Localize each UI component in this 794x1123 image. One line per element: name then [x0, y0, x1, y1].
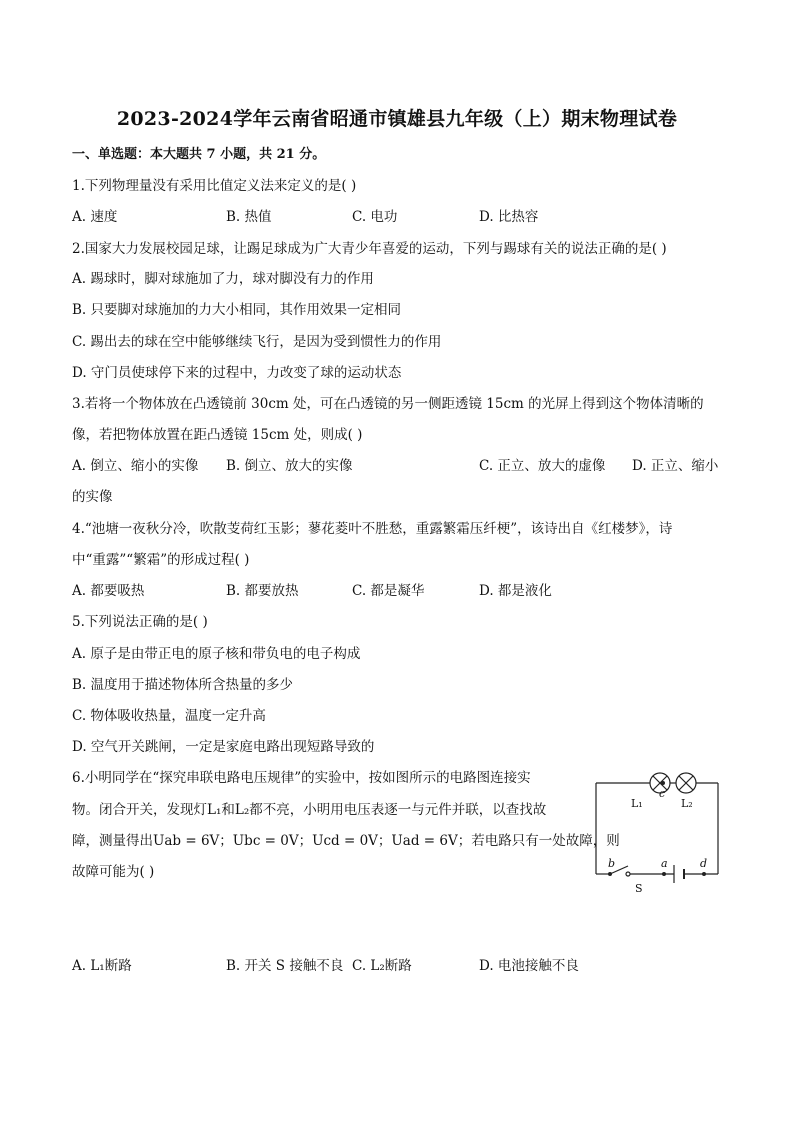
- q2-option-b: B. 只要脚对球施加的力大小相同，其作用效果一定相同: [72, 302, 402, 318]
- q4-option-b: B. 都要放热: [226, 583, 299, 599]
- q6-option-c: C. L₂断路: [352, 958, 412, 974]
- label-s: S: [635, 882, 643, 895]
- label-l2: L₂: [681, 797, 693, 810]
- node-a-dot: [662, 872, 666, 876]
- q2-option-a: A. 踢球时，脚对球施加了力，球对脚没有力的作用: [72, 271, 374, 287]
- q4-stem-line2: 中“重露”“繁霜”的形成过程( ): [72, 552, 250, 568]
- q1-option-c: C. 电功: [352, 209, 398, 225]
- circuit-diagram: [588, 766, 728, 896]
- q1-stem: 1.下列物理量没有采用比值定义法来定义的是( ): [72, 178, 357, 194]
- q2-stem: 2.国家大力发展校园足球，让踢足球成为广大青少年喜爱的运动，下列与踢球有关的说法正确的是( ): [72, 241, 667, 257]
- q1-option-d: D. 比热容: [479, 209, 539, 225]
- q1-option-b: B. 热值: [226, 209, 272, 225]
- q6-option-b: B. 开关 S 接触不良: [226, 958, 344, 974]
- q3-option-a: A. 倒立、缩小的实像: [72, 458, 199, 474]
- q6-option-a: A. L₁断路: [72, 958, 132, 974]
- q5-stem: 5.下列说法正确的是( ): [72, 614, 208, 630]
- page-title: 2023-2024学年云南省昭通市镇雄县九年级（上）期末物理试卷: [116, 108, 678, 130]
- q5-option-a: A. 原子是由带正电的原子核和带负电的电子构成: [72, 646, 361, 662]
- q2-option-c: C. 踢出去的球在空中能够继续飞行，是因为受到惯性力的作用: [72, 334, 442, 350]
- q3-option-d: D. 正立、缩小: [632, 458, 719, 474]
- label-c: c: [659, 787, 666, 800]
- q3-option-d-continued: 的实像: [72, 489, 113, 505]
- label-d: d: [700, 857, 708, 870]
- q3-stem-line1: 3.若将一个物体放在凸透镜前 30cm 处，可在凸透镜的另一侧距透镜 15cm 的光屏上得到这个物体清晰的: [72, 396, 704, 412]
- label-l1: L₁: [631, 797, 643, 810]
- node-d-dot: [702, 872, 706, 876]
- switch-pivot-icon: [626, 872, 630, 876]
- q4-option-a: A. 都要吸热: [72, 583, 145, 599]
- q5-option-c: C. 物体吸收热量，温度一定升高: [72, 708, 266, 724]
- q6-option-d: D. 电池接触不良: [479, 958, 579, 974]
- label-a: a: [661, 857, 668, 870]
- q4-stem-line1: 4.“池塘一夜秋分冷，吹散芰荷红玉影；蓼花菱叶不胜愁，重露繁霜压纤梗”，该诗出自《红楼梦》，诗: [72, 521, 673, 537]
- q1-option-a: A. 速度: [72, 209, 118, 225]
- q3-stem-line2: 像，若把物体放置在距凸透镜 15cm 处，则成( ): [72, 427, 363, 443]
- q6-stem-line4: 故障可能为( ): [72, 864, 155, 880]
- q3-option-c: C. 正立、放大的虚像: [479, 458, 606, 474]
- q6-stem-line1: 6.小明同学在“探究串联电路电压规律”的实验中，按如图所示的电路图连接实: [72, 770, 531, 786]
- node-b-dot: [608, 872, 612, 876]
- q4-option-c: C. 都是凝华: [352, 583, 425, 599]
- q3-option-b: B. 倒立、放大的实像: [226, 458, 353, 474]
- section-heading: 一、单选题：本大题共 7 小题，共 21 分。: [72, 147, 326, 162]
- q6-stem-line2: 物。闭合开关，发现灯L₁和L₂都不亮，小明用电压表逐一与元件并联，以查找故: [72, 802, 547, 818]
- q2-option-d: D. 守门员使球停下来的过程中，力改变了球的运动状态: [72, 365, 402, 381]
- q4-option-d: D. 都是液化: [479, 583, 552, 599]
- q5-option-b: B. 温度用于描述物体所含热量的多少: [72, 677, 294, 693]
- node-c-dot: [661, 781, 665, 785]
- q6-stem-line3: 障，测量得出Uab = 6V；Ubc = 0V；Ucd = 0V；Uad = 6V；若电路只有一处故障，则: [72, 833, 620, 849]
- label-b: b: [608, 857, 616, 870]
- q5-option-d: D. 空气开关跳闸，一定是家庭电路出现短路导致的: [72, 739, 375, 755]
